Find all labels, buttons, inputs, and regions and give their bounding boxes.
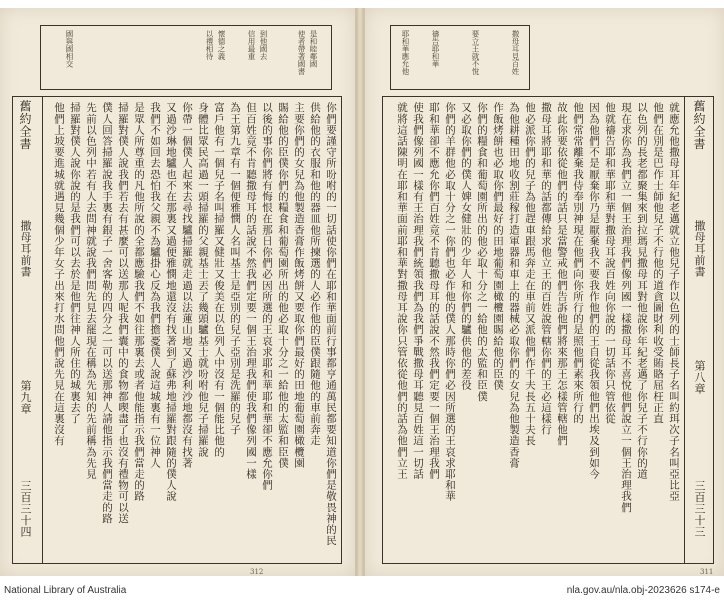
left-text-column: 他們上坡要進城就遇見幾個少年女子出來打水問他們說先見在這裏沒有 — [53, 102, 65, 447]
right-note-2: 要立王就不悅 — [471, 30, 480, 75]
left-text-column: 僕人回答掃羅說我手裏有銀子一舍客勒的四分之一可以送那神人請他指示我們當走的路 — [101, 102, 113, 524]
left-text-column: 供給他的衣服和他的器皿他所揀選的人必作他的臣僕跟隨他的車前奔走 — [309, 102, 321, 447]
right-text-column: 他就禱告耶和華耶和華對撒母耳說百姓向你說的一切話你只管依從 — [604, 102, 616, 424]
right-note-1: 撒母耳見百姓 — [511, 30, 520, 75]
left-chapter-title: 撒母耳前書 — [19, 220, 32, 278]
left-folio-number: 312 — [250, 568, 264, 576]
left-note-7: 國與國相交 — [65, 30, 74, 68]
right-text-column: 就應允他撒母耳年紀老邁就立他兒子作以色列的士師長子名叫約珥次子名叫亞比亞 — [668, 102, 680, 502]
right-chapter-title: 撒母耳前書 — [693, 220, 706, 278]
right-text-column: 故此你要依從他們的話只是當警戒他們告訴他們將來那王怎樣管轄他們 — [556, 102, 568, 447]
right-text-column: 他們在別是巴作士師他兒子不行他的道貪圖財利收受賄賂屈枉正直 — [652, 102, 664, 424]
right-text-column: 就將這話陳明在耶和華面前耶和華對撒母耳說你只管依從他們的話為他們立王 — [396, 102, 408, 480]
left-text-column: 又過沙琳地驢也不在那裏又過便雅憫地還沒有找著到了蘇弗地掃羅對跟隨的僕人說 — [165, 102, 177, 502]
left-page-number: 三百三十四 — [19, 480, 32, 538]
left-text-column: 賜給他的臣僕你們的糧食和葡萄園所出的他必取十分之一給他的太監和臣僕 — [277, 102, 289, 469]
right-notes-frame — [390, 25, 530, 90]
footer-bar — [0, 582, 724, 600]
right-note-3: 禱告耶和華 — [431, 30, 440, 68]
right-note-4: 耶和華應允他 — [401, 30, 410, 75]
right-text-column: 又必取你們的僕人婢女健壯的少年人和你們的驢供他的差役 — [460, 102, 472, 391]
left-text-column: 掃羅對僕人說你說的是我們可以去於是他們往神人所住的城裏去了 — [69, 102, 81, 424]
left-text-column: 以後的事你們將有悔恨在那日你們必因所選的王哀求耶和華耶和華卻不應允你們 — [261, 102, 273, 491]
right-book-title: 舊約全書 — [692, 100, 706, 150]
left-text-column: 先前以色列中若有人去問神就說我們問先見去罷現在稱為先知的先前稱為先見 — [85, 102, 97, 480]
left-note-2: 使者帶著國書 — [297, 30, 306, 75]
left-text-column: 你帶一個僕人起來去尋找驢掃羅就走過以法蓮山地又過沙利沙地都沒有找著 — [181, 102, 193, 469]
left-note-4: 信用最重 — [247, 30, 256, 60]
right-page-number: 三百三十三 — [693, 480, 706, 538]
right-folio-number: 311 — [700, 568, 714, 576]
right-header-rule — [684, 96, 685, 564]
right-text-column: 現在求你為我們立一個王治理我們像列國一樣撒母耳不喜悅他們說立一個王治理我們 — [620, 102, 632, 513]
left-text-column: 主要你們的女兒為他製造香膏作飯烤餅又要取你們最好的田地葡萄園橄欖園 — [293, 102, 305, 469]
right-text-column: 為他耕種田地收割莊稼打造軍器和車上的器械必取你們的女兒為他製造香膏 — [508, 102, 520, 469]
left-text-column: 你們要謹守所吩咐的一切話使你們在耶和華面前行事都亨通萬民都要知道你們是敬畏神的民 — [325, 102, 337, 546]
left-header-rule — [42, 96, 43, 564]
footer-library-name: National Library of Australia — [4, 585, 127, 596]
left-text-column: 掃羅對僕人說我們若去有甚麼可以送那人呢我們囊中的食物都喫盡了也沒有禮物可以送 — [117, 102, 129, 524]
left-chapter-number: 第九章 — [19, 380, 32, 415]
right-text-column: 他必派你們的兒子為他趕車跟馬奔走在車前又派他們作千夫長五十夫長 — [524, 102, 536, 447]
right-text-column: 因為他們不是厭棄你乃是厭棄我不要我作他們的王自從我領他們出埃及到如今 — [588, 102, 600, 480]
left-notes-frame — [40, 25, 332, 90]
book-gutter — [356, 8, 364, 576]
left-note-5: 懷德之義 — [217, 30, 226, 60]
left-note-3: 到他國去 — [259, 30, 268, 60]
left-note-1: 是和睦鄰國 — [309, 30, 318, 68]
right-text-column: 使我們像列國一樣有王治理我們統領我們為我們爭戰撒母耳聽見百姓這一切話 — [412, 102, 424, 480]
footer-object-id: nla.gov.au/nla.obj-2023626 s174-e — [566, 585, 720, 596]
right-text-column: 作飯烤餅也必取你們最好的田地葡萄園橄欖園賜給他的臣僕 — [492, 102, 504, 391]
right-chapter-number: 第八章 — [693, 360, 706, 395]
left-note-6: 以禮相待 — [205, 30, 214, 60]
right-text-column: 耶和華卻不應允你們百姓竟不肯聽撒母耳的話說不然我們定要一個王治理我們 — [428, 102, 440, 480]
right-text-column: 以色列的長老都聚集來到拉瑪見撒母耳對他說你年紀老邁了你兒子不行你的道 — [636, 102, 648, 480]
right-text-column: 你們的羊群他必取十分之一你們也必作他的僕人那時你們必因所選的王哀求耶和華 — [444, 102, 456, 502]
left-text-column: 身體比眾民高過一頭掃羅的父親基士丟了幾頭驢基士就吩咐他兒子掃羅說 — [197, 102, 209, 458]
left-text-column: 是眾人所尊重的凡他所說的全都應驗我們不如往那裏去或者他能指示我們當走的路 — [133, 102, 145, 502]
right-text-column: 你們的糧食和葡萄園所出的他必取十分之一給他的太監和臣僕 — [476, 102, 488, 402]
right-text-column: 撒母耳將耶和華的話都傳給求他立王的百姓說管轄你們的王必這樣行 — [540, 102, 552, 435]
left-text-column: 但百姓竟不肯聽撒母耳的話說不然我們定要一個王治理我們使我們像列國一樣 — [245, 102, 257, 480]
right-text-column: 他們常常離棄我侍奉別神現在他們向你所行的是照他們素來所行的 — [572, 102, 584, 424]
left-text-column: 我們不如回去恐怕我父親不為驢掛心反為我們擔憂僕人說這城裏有一位神人 — [149, 102, 161, 469]
left-text-column: 為王第九章有一個便雅憫人名叫基士是亞別的兒子亞別是洗羅的兒子 — [229, 102, 241, 435]
left-text-column: 富戶他有一個兒子名叫掃羅又健壯又俊美在以色列人中沒有一個能比他的 — [213, 102, 225, 458]
left-book-title: 舊約全書 — [18, 100, 32, 150]
